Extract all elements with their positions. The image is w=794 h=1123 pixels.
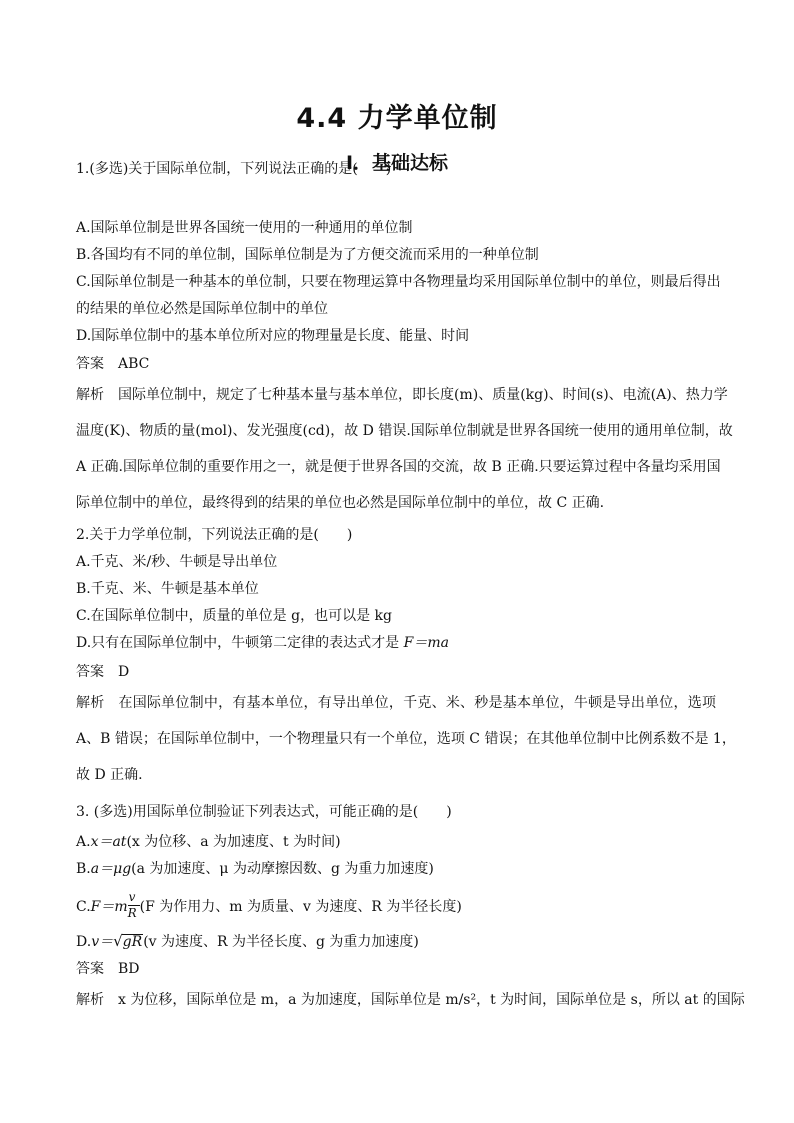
fraction: $\frac{v}{R}$ <box>128 898 140 916</box>
q2-analysis-line1: 解析 在国际单位制中，有基本单位，有导出单位，千克、米、秒是基本单位，牛顿是导出单位，选项 <box>76 695 717 711</box>
q3-answer <box>76 960 726 978</box>
page-title: 4.4 力学单位制 <box>296 103 498 134</box>
answer-label: 答案 <box>76 356 104 372</box>
analysis-label: 解析 <box>76 992 104 1008</box>
q3-option-b: B.a＝μg(a 为加速度、μ 为动摩擦因数、g 为重力加速度) <box>76 861 434 877</box>
q1-option-c-line1: C.国际单位制是一种基本的单位制，只要在物理运算中各物理量均采用国际单位制中的单位，则最后得出 <box>76 274 721 290</box>
q3-stem: 3. (多选)用国际单位制验证下列表达式，可能正确的是( ) <box>76 804 452 820</box>
q1-option-a: A.国际单位制是世界各国统一使用的一种通用的单位制 <box>76 220 413 236</box>
q2-answer <box>76 663 726 681</box>
q2-analysis-line2: A、B 错误；在国际单位制中，一个物理量只有一个单位，选项 C 错误；在其他单位制中比例系数不是 1， <box>76 731 736 747</box>
q1-option-d: D.国际单位制中的基本单位所对应的物理量是长度、能量、时间 <box>76 328 470 344</box>
formula: x＝at <box>90 834 127 850</box>
q1-analysis-line3: A 正确.国际单位制的重要作用之一，就是便于世界各国的交流，故 B 正确.只要运算过程中各量均采用国 <box>76 459 721 475</box>
q2-option-b: B.千克、米、牛顿是基本单位 <box>76 581 259 597</box>
q1-analysis-line1: 解析 国际单位制中，规定了七种基本量与基本单位，即长度(m)、质量(kg)、时间(s)、电流(A)、热力学 <box>76 387 728 403</box>
q3-option-c: C.F＝m $\frac{v}{R}$ (F 为作用力、m 为质量、v 为速度、R 为半径长度) <box>76 890 462 920</box>
q1-stem: 1.(多选)关于国际单位制，下列说法正确的是( ) <box>76 161 392 177</box>
q2-analysis-line3: 故 D 正确. <box>76 767 143 783</box>
q1-analysis-line2: 温度(K)、物质的量(mol)、发光强度(cd)，故 D 错误.国际单位制就是世界各国统一使用的通用单位制，故 <box>76 423 733 439</box>
answer-value: ABC <box>118 356 150 372</box>
q3-option-a: A.x＝at(x 为位移、a 为加速度、t 为时间) <box>76 834 341 850</box>
q1-option-b: B.各国均有不同的单位制，国际单位制是为了方便交流而采用的一种单位制 <box>76 247 539 263</box>
q2-option-d: D.只有在国际单位制中，牛顿第二定律的表达式才是 F＝ma <box>76 635 449 651</box>
q2-option-a: A.千克、米/秒、牛顿是导出单位 <box>76 554 278 570</box>
q1-analysis-line4: 际单位制中的单位，最终得到的结果的单位也必然是国际单位制中的单位，故 C 正确. <box>76 495 605 511</box>
analysis-label: 解析 <box>76 387 104 403</box>
answer-value: D <box>118 664 130 680</box>
section-heading: Ⅰ．基础达标 <box>345 152 449 174</box>
q1-answer <box>76 355 726 373</box>
answer-label: 答案 <box>76 961 104 977</box>
q3-option-d: D.v＝√gR(v 为速度、R 为半径长度、g 为重力加速度) <box>76 932 419 950</box>
answer-label: 答案 <box>76 664 104 680</box>
q2-stem: 2.关于力学单位制，下列说法正确的是( ) <box>76 527 353 543</box>
radicand: gR <box>122 934 143 950</box>
formula: a＝μg <box>90 861 132 877</box>
analysis-label: 解析 <box>76 695 105 711</box>
formula: F＝m <box>90 899 128 915</box>
answer-value: BD <box>118 961 140 977</box>
sqrt-icon: √ <box>113 932 123 950</box>
formula: F＝ma <box>403 635 449 651</box>
q1-option-c-line2: 的结果的单位必然是国际单位制中的单位 <box>76 301 328 317</box>
formula: v＝ <box>91 934 114 950</box>
q2-option-c: C.在国际单位制中，质量的单位是 g，也可以是 kg <box>76 608 392 624</box>
q3-analysis-line1: 解析 x 为位移，国际单位是 m，a 为加速度，国际单位是 m/s²，t 为时间，国际单位是 s，所以 at 的国际 <box>76 992 745 1008</box>
